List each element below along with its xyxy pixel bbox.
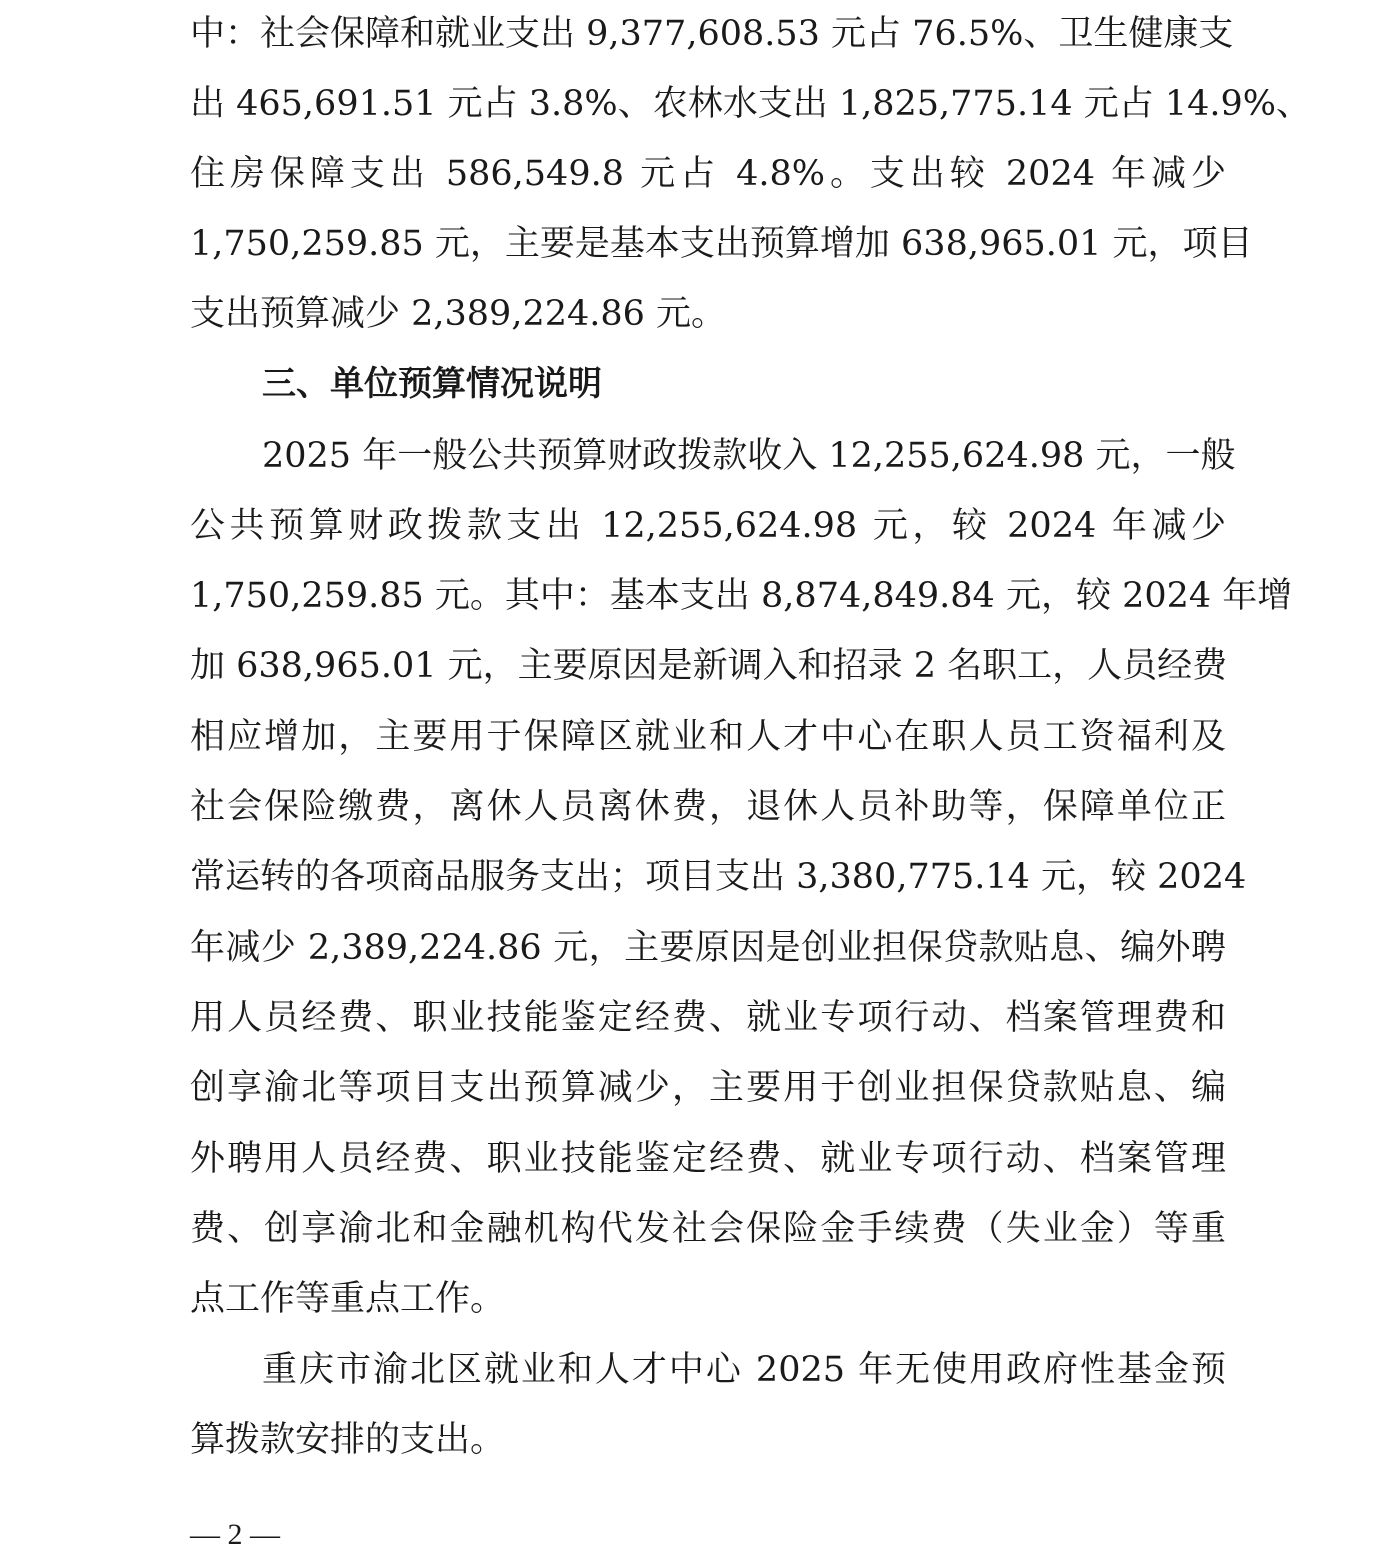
text-line: 住房保障支出 586,549.8 元占 4.8%。支出较 2024 年减少 — [190, 154, 1226, 194]
text-line: 常运转的各项商品服务支出；项目支出 3,380,775.14 元，较 2024 — [190, 857, 1247, 897]
page-number: — 2 — — [190, 1518, 280, 1551]
text-line: 创享渝北等项目支出预算减少，主要用于创业担保贷款贴息、编 — [190, 1068, 1226, 1108]
text-line: 算拨款安排的支出。 — [190, 1420, 506, 1460]
text-line: 中：社会保障和就业支出 9,377,608.53 元占 76.5%、卫生健康支 — [190, 14, 1234, 54]
text-line: 1,750,259.85 元。其中：基本支出 8,874,849.84 元，较 2024 年增 — [190, 576, 1293, 616]
text-line: 1,750,259.85 元，主要是基本支出预算增加 638,965.01 元，项目 — [190, 224, 1253, 264]
text-line: 公共预算财政拨款支出 12,255,624.98 元，较 2024 年减少 — [190, 506, 1226, 546]
text-line: 2025 年一般公共预算财政拨款收入 12,255,624.98 元，一般 — [262, 436, 1236, 476]
text-line: 点工作等重点工作。 — [190, 1279, 506, 1319]
text-line: 社会保险缴费，离休人员离休费，退休人员补助等，保障单位正 — [190, 787, 1226, 827]
text-line: 相应增加，主要用于保障区就业和人才中心在职人员工资福利及 — [190, 717, 1226, 757]
text-line: 支出预算减少 2,389,224.86 元。 — [190, 294, 727, 334]
text-line: 用人员经费、职业技能鉴定经费、就业专项行动、档案管理费和 — [190, 998, 1226, 1038]
text-line: 费、创享渝北和金融机构代发社会保险金手续费（失业金）等重 — [190, 1209, 1226, 1249]
text-line: 外聘用人员经费、职业技能鉴定经费、就业专项行动、档案管理 — [190, 1139, 1226, 1179]
text-line: 加 638,965.01 元，主要原因是新调入和招录 2 名职工，人员经费 — [190, 646, 1228, 686]
text-line: 年减少 2,389,224.86 元，主要原因是创业担保贷款贴息、编外聘 — [190, 928, 1226, 968]
section-heading: 三、单位预算情况说明 — [262, 364, 602, 404]
text-line: 出 465,691.51 元占 3.8%、农林水支出 1,825,775.14 元占 14.9%、 — [190, 84, 1312, 124]
text-line: 重庆市渝北区就业和人才中心 2025 年无使用政府性基金预 — [262, 1350, 1226, 1390]
